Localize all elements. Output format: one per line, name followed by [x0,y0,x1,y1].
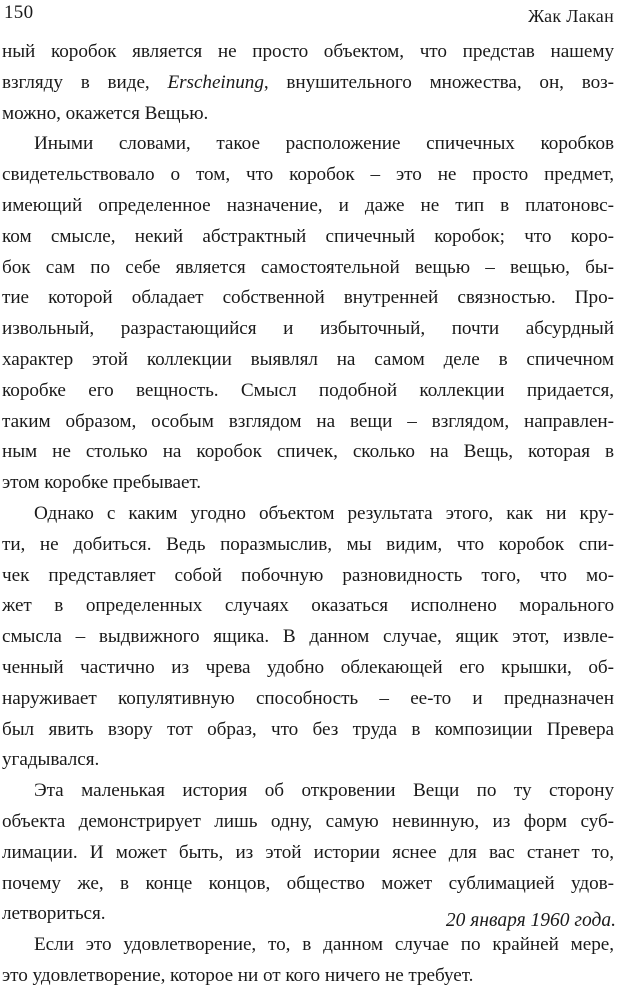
text-line: этом коробке пребывает. [2,472,202,494]
text-line: смысла – выдвижного ящика. В данном случае, ящик этот, извле- [2,626,614,648]
text-line: ным не столько на коробок спичек, сколько на Вещь, которая в [2,441,614,463]
text-line [2,68,614,99]
text-line: свидетельствовало о том, что коробок – это не просто предмет, [2,164,614,186]
body-text [2,37,614,992]
text-line: наруживает копулятивную способность – ее-то и предназначен [2,687,614,709]
page-number: 150 [4,2,34,23]
text-line: ченный частично из чрева удобно облекающей его крышки, об- [2,656,614,678]
text-line: характер этой коллекции выявлял на самом деле в спичечном [2,348,614,370]
text-line: ти, не добиться. Ведь поразмыслив, мы видим, что коробок спи- [2,533,614,555]
text-line: тие которой обладает собственной внутренней связностью. Про- [2,287,614,309]
text-line: угадывался. [2,749,100,771]
text-line: летвориться. [2,903,106,925]
text-line: Иными словами, такое расположение спичечных коробков [34,133,614,155]
text-segment: взгляду в виде, [2,71,168,93]
page-header [4,2,614,30]
text-line: ком смысле, некий абстрактный спичечный коробок; что коро- [2,225,614,247]
text-line: имеющий определенное назначение, и даже не тип в платоновс- [2,194,614,216]
text-line: Однако с каким угодно объектом результата этого, как ни кру- [34,502,614,524]
text-line: это удовлетворение, которое ни от кого ничего не требует. [2,964,474,986]
text-line: Если это удовлетворение, то, в данном случае по крайней мере, [34,934,614,956]
text-line: можно, окажется Вещью. [2,102,209,124]
lecture-date: 20 января 1960 года. [445,910,616,931]
text-line: объекта демонстрирует лишь одну, самую невинную, из форм суб- [2,810,614,832]
text-line: извольный, разрастающийся и избыточный, почти абсурдный [2,318,614,340]
text-line: коробке его вещность. Смысл подобной коллекции придается, [2,379,614,401]
text-line: жет в определенных случаях оказаться исполнено морального [2,595,614,617]
text-line: почему же, в конце концов, общество может сублимацией удов- [2,872,614,894]
text-line: Эта маленькая история об откровении Вещи по ту сторону [34,780,614,802]
text-line: бок сам по себе является самостоятельной вещью – вещью, бы- [2,256,614,278]
italic-term: Erscheinung [167,71,264,93]
text-line: был явить взору тот образ, что без труда в композиции Превера [2,718,614,740]
text-line: таким образом, особым взглядом на вещи – взглядом, направлен- [2,410,614,432]
text-line: лимации. И может быть, из этой истории яснее для вас станет то, [2,841,614,863]
running-head-author: Жак Лакан [528,6,614,26]
text-segment: , внушительного множества, он, воз- [263,71,614,93]
text-line: ный коробок является не просто объектом, что представ нашему [2,41,614,62]
text-line: чек представляет собой побочную разновидность того, что мо- [2,564,614,586]
